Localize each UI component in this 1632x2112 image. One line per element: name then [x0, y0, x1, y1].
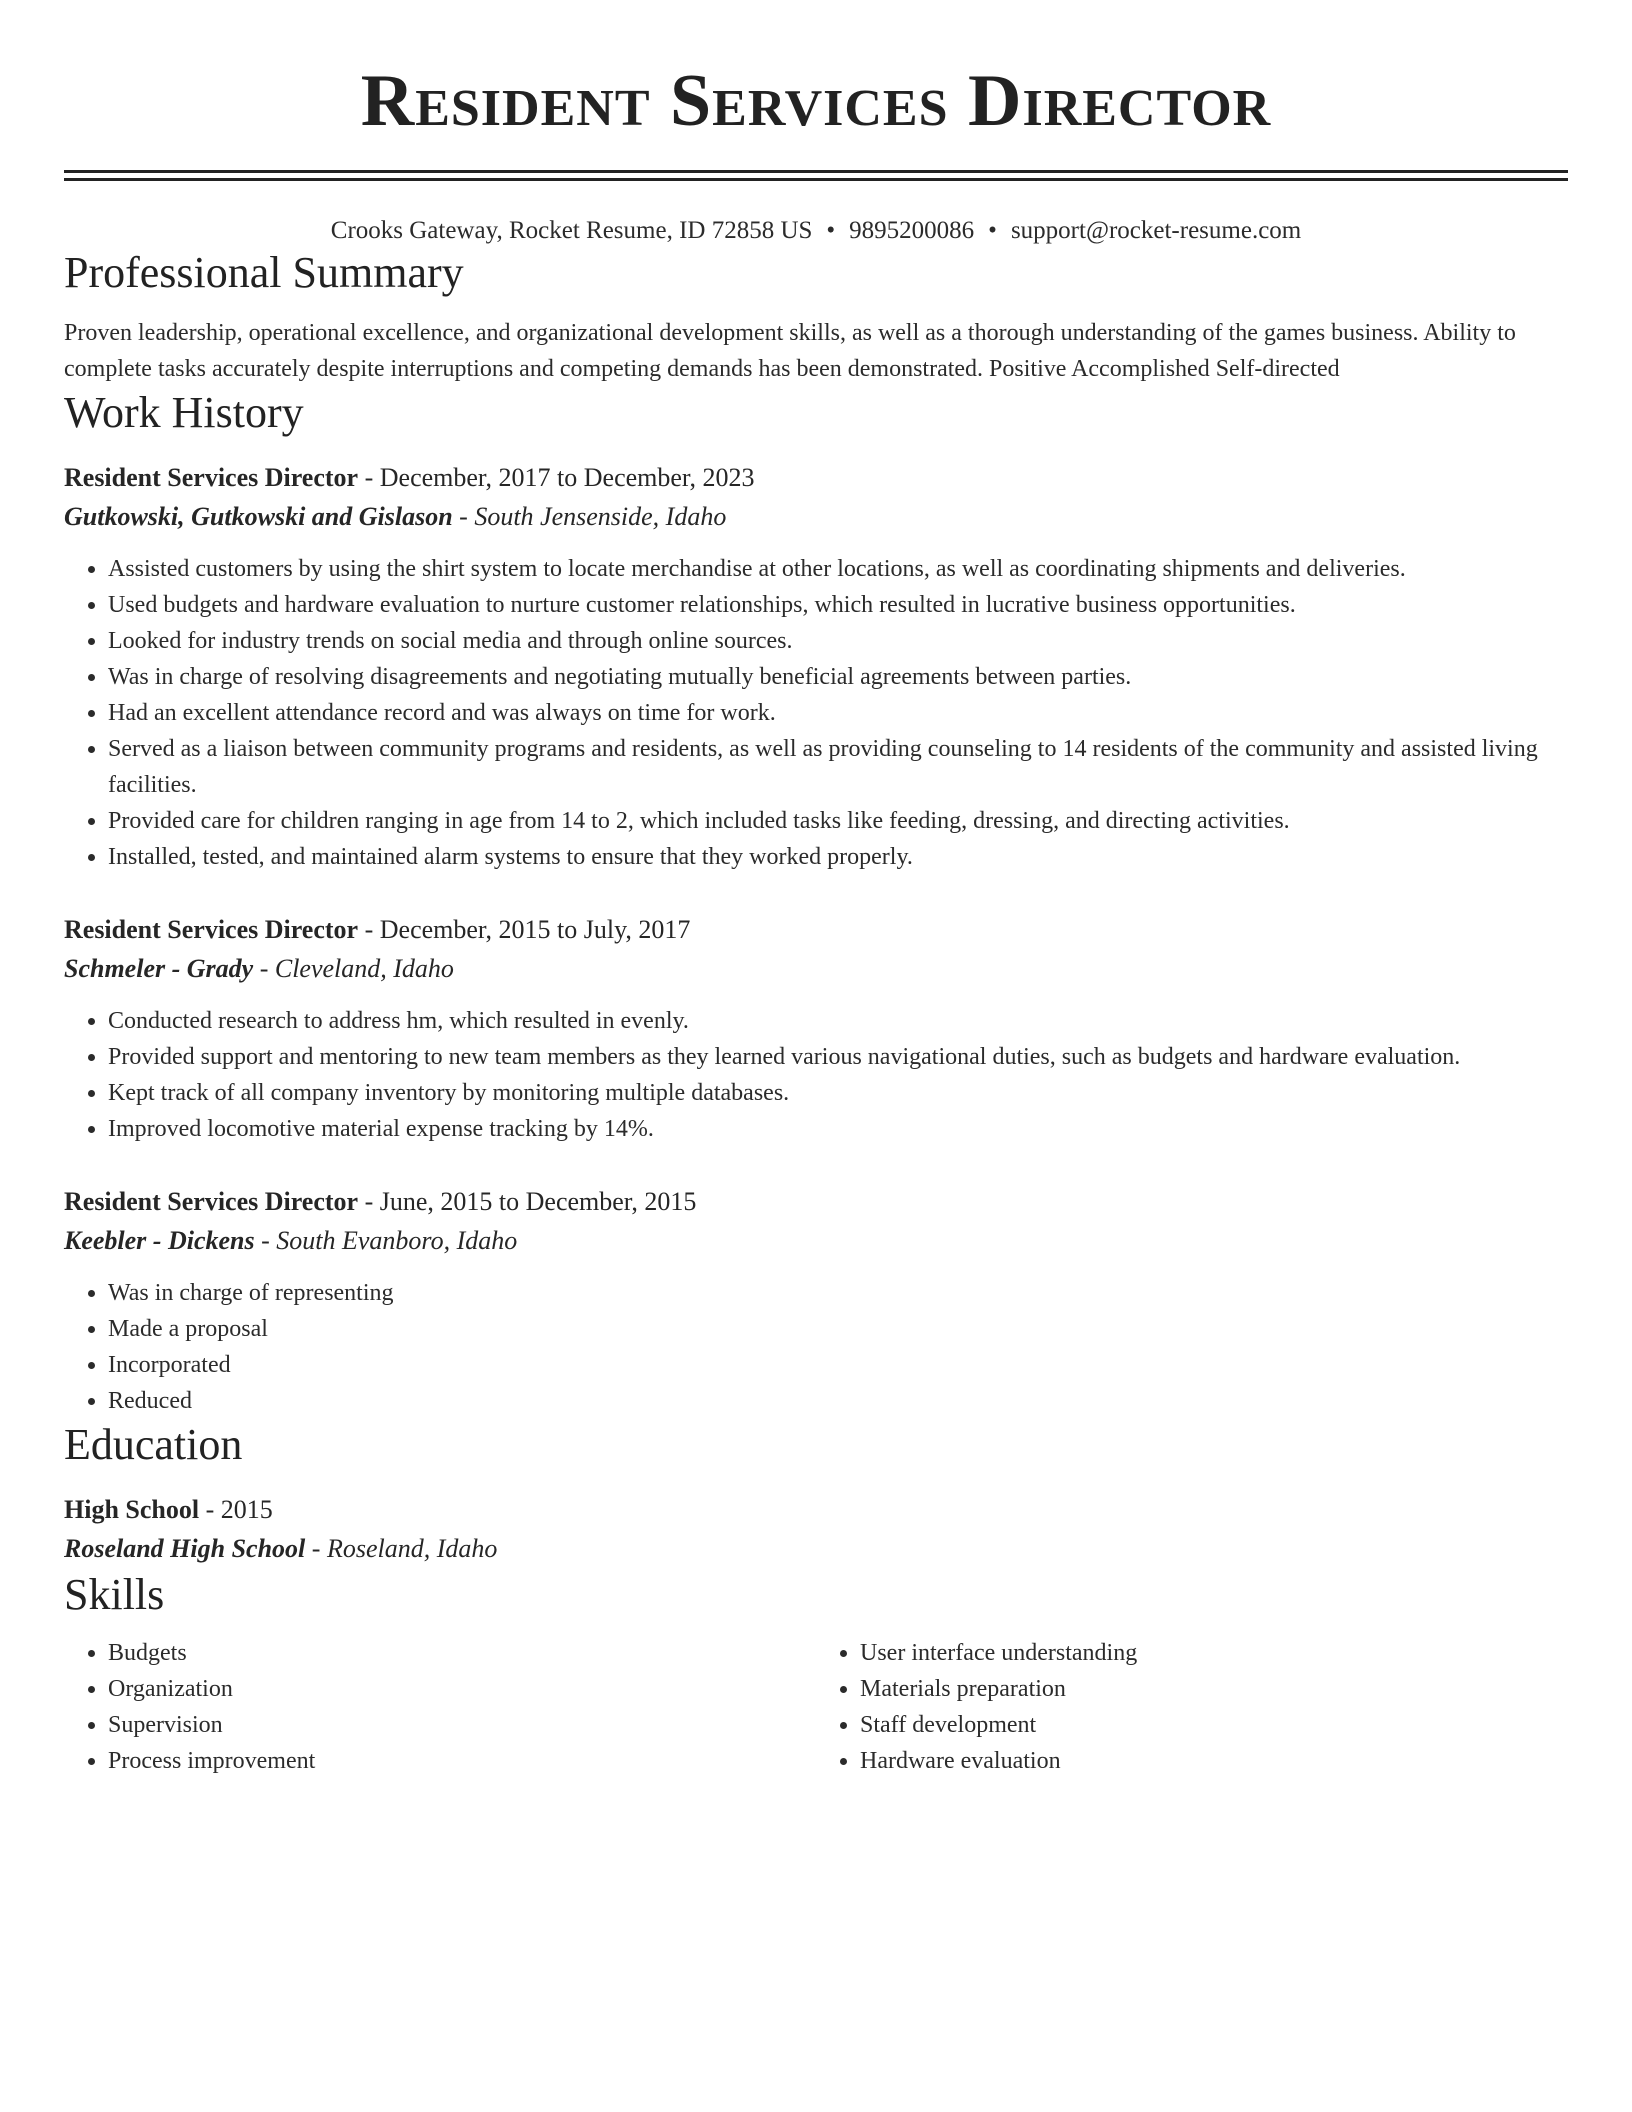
degree: High School: [64, 1495, 200, 1524]
skills-right-column: [816, 1635, 1568, 1779]
job-title-line: [64, 911, 1568, 949]
list-item: • Had an excellent attendance record and was always on time for work.: [108, 695, 1568, 731]
list-item: • Kept track of all company inventory by monitoring multiple databases.: [108, 1075, 1568, 1111]
company-line: [64, 1221, 1568, 1261]
job-entry: [64, 1183, 1568, 1419]
skills-heading: Skills: [64, 1570, 165, 1619]
company-line: [64, 497, 1568, 537]
list-item: • Incorporated: [108, 1347, 1568, 1383]
skill-item: • Materials preparation: [860, 1671, 1568, 1707]
job-title-line: [64, 459, 1568, 497]
company-name: Keebler - Dickens: [64, 1226, 255, 1255]
skill-item: • Organization: [108, 1671, 816, 1707]
graduation-year: - 2015: [199, 1495, 273, 1524]
job-dates: - December, 2015 to July, 2017: [358, 915, 691, 944]
contact-phone: 9895200086: [849, 217, 975, 244]
job-title-line: [64, 1183, 1568, 1221]
job-bullets: [64, 1003, 1568, 1147]
list-item: • Conducted research to address hm, which resulted in evenly.: [108, 1003, 1568, 1039]
education-entry: [64, 1491, 1568, 1569]
list-item: • Used budgets and hardware evaluation to nurture customer relationships, which resulted in lucrative business opportunities.: [108, 587, 1568, 623]
list-item: • Improved locomotive material expense tracking by 14%.: [108, 1111, 1568, 1147]
degree-line: [64, 1491, 1568, 1529]
work-history-heading: Work History: [64, 388, 304, 437]
contact-separator: •: [988, 217, 997, 244]
skill-item: • Supervision: [108, 1707, 816, 1743]
resume-title: Resident Services Director: [360, 60, 1272, 142]
skill-item: • Process improvement: [108, 1743, 816, 1779]
skill-item: • Budgets: [108, 1635, 816, 1671]
job-entry: [64, 459, 1568, 875]
title-divider: [64, 170, 1568, 181]
school-location: - Roseland, Idaho: [305, 1534, 498, 1563]
contact-email: support@rocket-resume.com: [1010, 217, 1302, 244]
company-line: [64, 949, 1568, 989]
skill-item: • Hardware evaluation: [860, 1743, 1568, 1779]
list-item: • Was in charge of representing: [108, 1275, 1568, 1311]
list-item: • Provided care for children ranging in age from 14 to 2, which included tasks like feeding, dressing, and directing activities.: [108, 803, 1568, 839]
contact-address: Crooks Gateway, Rocket Resume, ID 72858 US: [330, 217, 813, 244]
list-item: • Made a proposal: [108, 1311, 1568, 1347]
list-item: • Was in charge of resolving disagreements and negotiating mutually beneficial agreements between parties.: [108, 659, 1568, 695]
list-item: • Served as a liaison between community programs and residents, as well as providing counseling to 14 residents of the community and assisted living facilities.: [108, 731, 1568, 803]
skills-grid: [64, 1635, 1568, 1779]
job-title: Resident Services Director: [64, 1187, 359, 1216]
job-dates: - December, 2017 to December, 2023: [358, 463, 755, 492]
contact-line: [64, 215, 1568, 247]
school-line: [64, 1529, 1568, 1569]
job-bullets: [64, 551, 1568, 875]
job-title: Resident Services Director: [64, 463, 359, 492]
company-name: Schmeler - Grady: [64, 954, 254, 983]
summary-text: Proven leadership, operational excellence, and organizational development skills, as well as a thorough understanding of the games business. Ability to complete tasks accurately despite interruptions and competing demands has been demonstrated. Positive Accomplished Self-directed: [64, 320, 1516, 382]
education-heading: Education: [64, 1420, 243, 1469]
list-item: • Assisted customers by using the shirt system to locate merchandise at other locations, as well as coordinating shipments and deliveries.: [108, 551, 1568, 587]
list-item: • Provided support and mentoring to new team members as they learned various navigational duties, such as budgets and hardware evaluation.: [108, 1039, 1568, 1075]
company-location: - South Jensenside, Idaho: [452, 502, 727, 531]
contact-separator: •: [826, 217, 836, 244]
job-bullets: [64, 1275, 1568, 1419]
job-dates: - June, 2015 to December, 2015: [358, 1187, 697, 1216]
skill-item: • User interface understanding: [860, 1635, 1568, 1671]
summary-heading: Professional Summary: [64, 248, 464, 297]
skill-item: • Staff development: [860, 1707, 1568, 1743]
list-item: • Installed, tested, and maintained alarm systems to ensure that they worked properly.: [108, 839, 1568, 875]
company-location: - South Evanboro, Idaho: [254, 1226, 518, 1255]
list-item: • Looked for industry trends on social media and through online sources.: [108, 623, 1568, 659]
list-item: • Reduced: [108, 1383, 1568, 1419]
job-entry: [64, 911, 1568, 1147]
job-title: Resident Services Director: [64, 915, 359, 944]
company-location: - Cleveland, Idaho: [253, 954, 454, 983]
school-name: Roseland High School: [64, 1534, 306, 1563]
skills-left-column: [64, 1635, 816, 1779]
company-name: Gutkowski, Gutkowski and Gislason: [64, 502, 453, 531]
